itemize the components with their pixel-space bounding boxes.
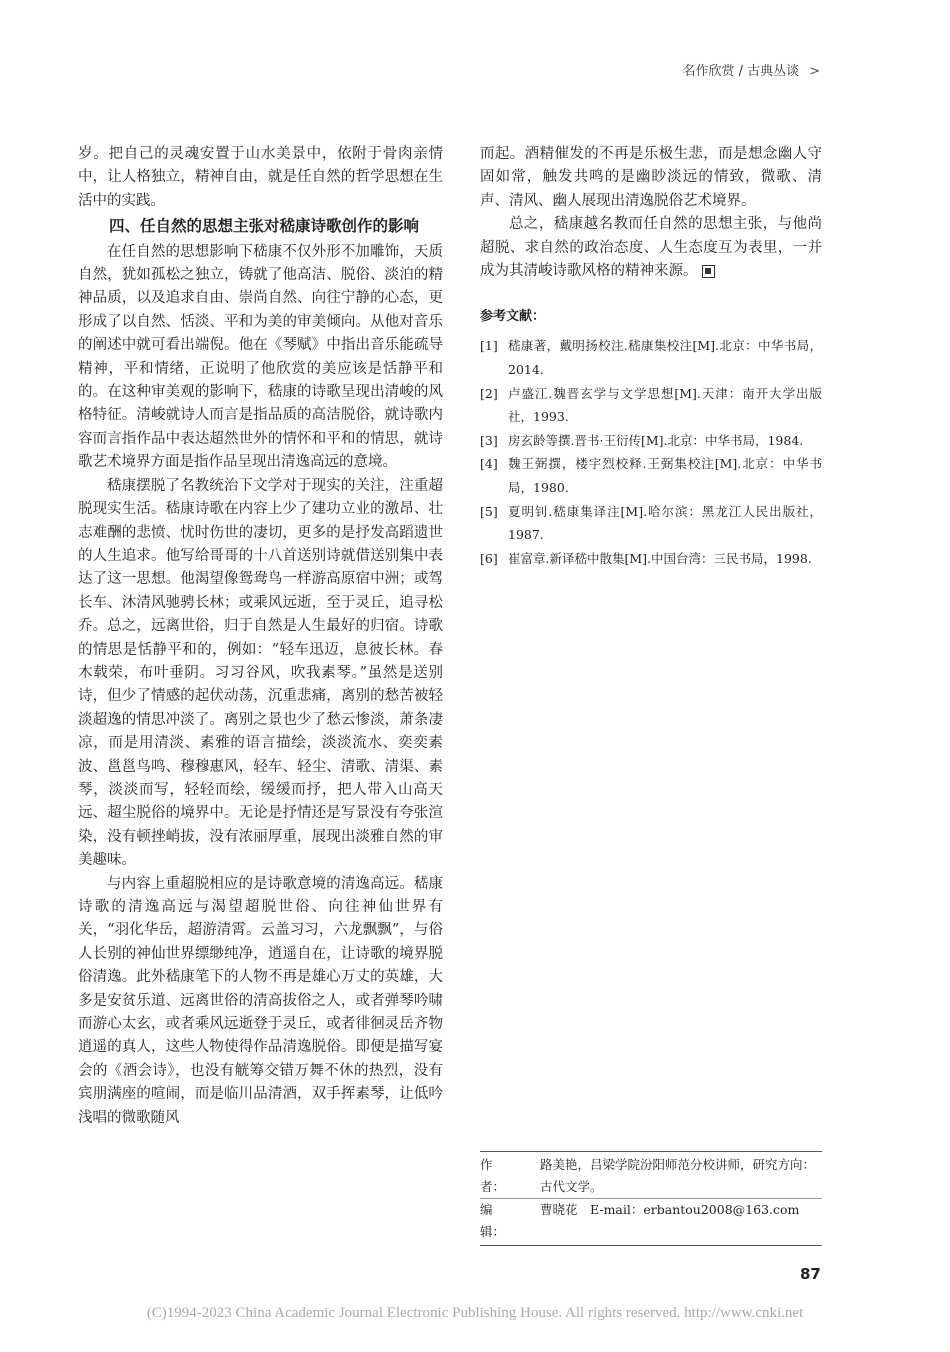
paragraph-conclusion bbox=[480, 213, 822, 283]
reference-item bbox=[480, 382, 822, 429]
reference-text: 魏王弼撰，楼宇烈校释.王弼集校注[M].北京：中华书局，1980. bbox=[508, 456, 822, 495]
editor-row bbox=[480, 1198, 822, 1243]
section-heading: 四、任自然的思想主张对嵇康诗歌创作的影响 bbox=[109, 217, 420, 236]
reference-number: [2] bbox=[480, 385, 498, 401]
reference-item bbox=[480, 452, 822, 499]
reference-text: 房玄龄等撰.晋书·王衍传[M].北京：中华书局，1984. bbox=[508, 432, 804, 448]
author-value: 路美艳，吕梁学院汾阳师范分校讲师，研究方向：古代文学。 bbox=[540, 1157, 816, 1194]
references-list bbox=[480, 334, 822, 570]
paragraph-3: 与内容上重超脱相应的是诗歌意境的清逸高远。嵇康诗歌的清逸高远与渴望超脱世俗、向往神仙世界有关，“羽化华岳，超游清霄。云盖习习，六龙飘飘”，与俗人长别的神仙世界缥缈纯净，逍遥自在，让诗歌的境界脱俗清逸。此外嵇康笔下的人物不再是雄心万丈的英雄，大多是安贫乐道、远离世俗的清高拔俗之人，或者弹琴吟啸而游心太玄，或者乘风远逝登于灵丘，或者徘徊灵岳齐物逍遥的真人，这些人物使得作品清逸脱俗。即便是描写宴会的《酒会诗》，也没有觥筹交错万舞不休的热烈，没有宾朋满座的喧闹，而是临川品清酒，双手挥素琴，让低吟浅唱的微歌随风 bbox=[78, 875, 443, 1126]
reference-item bbox=[480, 547, 822, 571]
reference-text: 夏明钊.嵇康集译注[M].哈尔滨：黑龙江人民出版社，1987. bbox=[508, 503, 822, 543]
paragraph-1: 在任自然的思想影响下嵇康不仅外形不加雕饰，天质自然，犹如孤松之独立，铸就了他高洁、脱俗、淡泊的精神品质，以及追求自由、崇尚自然、向往宁静的心态，更形成了以自然、恬淡、平和为美的审美倾向。从他对音乐的阐述中就可看出端倪。他在《琴赋》中指出音乐能疏导精神，平和情绪，正说明了他欣赏的美应该是恬静平和的。在这种审美观的影响下，嵇康的诗歌呈现出清峻的风格特征。清峻就诗人而言是指品质的高洁脱俗，就诗歌内容而言指作品中表达超然世外的情怀和平和的情思，就诗歌艺术境界方面是指作品呈现出清逸高远的意境。 bbox=[78, 243, 443, 471]
section-title: 名作欣赏 / 古典丛谈 bbox=[682, 64, 800, 79]
left-column bbox=[78, 143, 443, 1130]
paragraph-intro: 岁。把自己的灵魂安置于山水美景中，依附于骨肉亲情中，让人格独立，精神自由，就是任自然的哲学思想在生活中的实践。 bbox=[78, 146, 443, 209]
reference-number: [5] bbox=[480, 503, 498, 519]
reference-item bbox=[480, 429, 822, 453]
copyright-footer: (C)1994-2023 China Academic Journal Electronic Publishing House. All rights reserved. http://www.cnki.net bbox=[146, 1305, 804, 1321]
conclusion-text: 总之，嵇康越名教而任自然的思想主张，与他尚超脱、求自然的政治态度、人生态度互为表里，一并成为其清峻诗歌风格的精神来源。 bbox=[480, 216, 822, 280]
author-label: 作 者： bbox=[480, 1157, 518, 1194]
reference-text: 卢盛江.魏晋玄学与文学思想[M].天津：南开大学出版社，1993. bbox=[508, 385, 822, 425]
editor-value: 曹晓花 E-mail：erbantou2008@163.com bbox=[540, 1202, 800, 1217]
paragraph-continued: 而起。酒精催发的不再是乐极生悲，而是想念幽人守固如常，触发共鸣的是幽眇淡远的情致，微歌、清声、清风、幽人展现出清逸脱俗艺术境界。 bbox=[480, 146, 822, 209]
reference-text: 嵇康著，戴明扬校注.嵇康集校注[M].北京：中华书局，2014. bbox=[508, 338, 822, 378]
reference-number: [4] bbox=[480, 456, 498, 472]
reference-item bbox=[480, 334, 822, 381]
page-number: 87 bbox=[800, 1265, 821, 1283]
references-title: 参考文献： bbox=[480, 309, 546, 325]
end-mark-icon bbox=[702, 265, 715, 278]
right-column bbox=[480, 143, 822, 570]
running-header bbox=[682, 60, 820, 79]
author-row bbox=[480, 1154, 822, 1198]
reference-number: [6] bbox=[480, 550, 498, 566]
reference-number: [3] bbox=[480, 432, 498, 448]
chevron-right-icon: > bbox=[809, 64, 820, 79]
editor-label: 编 辑： bbox=[480, 1202, 518, 1239]
author-info-box bbox=[480, 1151, 822, 1246]
reference-text: 崔富章.新译嵇中散集[M].中国台湾：三民书局，1998. bbox=[508, 550, 812, 566]
reference-item bbox=[480, 500, 822, 547]
reference-number: [1] bbox=[480, 338, 498, 354]
paragraph-2: 嵇康摆脱了名教统治下文学对于现实的关注，注重超脱现实生活。嵇康诗歌在内容上少了建功立业的激昂、壮志难酬的悲愤、忧时伤世的凄切，更多的是抒发高蹈遗世的人生追求。他写给哥哥的十八首送别诗就借送别集中表达了这一思想。他渴望像鸳鸯鸟一样游高原宿中洲；或驾长车、沐清风驰骋长林；或乘风远逝，至于灵丘，追寻松乔。总之，远离世俗，归于自然是人生最好的归宿。诗歌的情思是恬静平和的，例如：“轻车迅迈，息彼长林。春木载荣，布叶垂阴。习习谷风，吹我素琴。”虽然是送别诗，但少了情感的起伏动荡，沉重悲痛，离别的愁苦被轻淡超逸的情思冲淡了。离别之景也少了愁云惨淡，萧条凄凉，而是用清淡、素雅的语言描绘，淡淡流水、奕奕素波、邕邕鸟鸣、穆穆惠风，轻车、轻尘、清歌、清渠、素琴，淡淡而写，轻轻而绘，缓缓而抒，把人带入山高天远、超尘脱俗的境界中。无论是抒情还是写景没有夸张渲染，没有顿挫峭拔，没有浓丽厚重，展现出淡雅自然的审美趣味。 bbox=[78, 477, 443, 869]
